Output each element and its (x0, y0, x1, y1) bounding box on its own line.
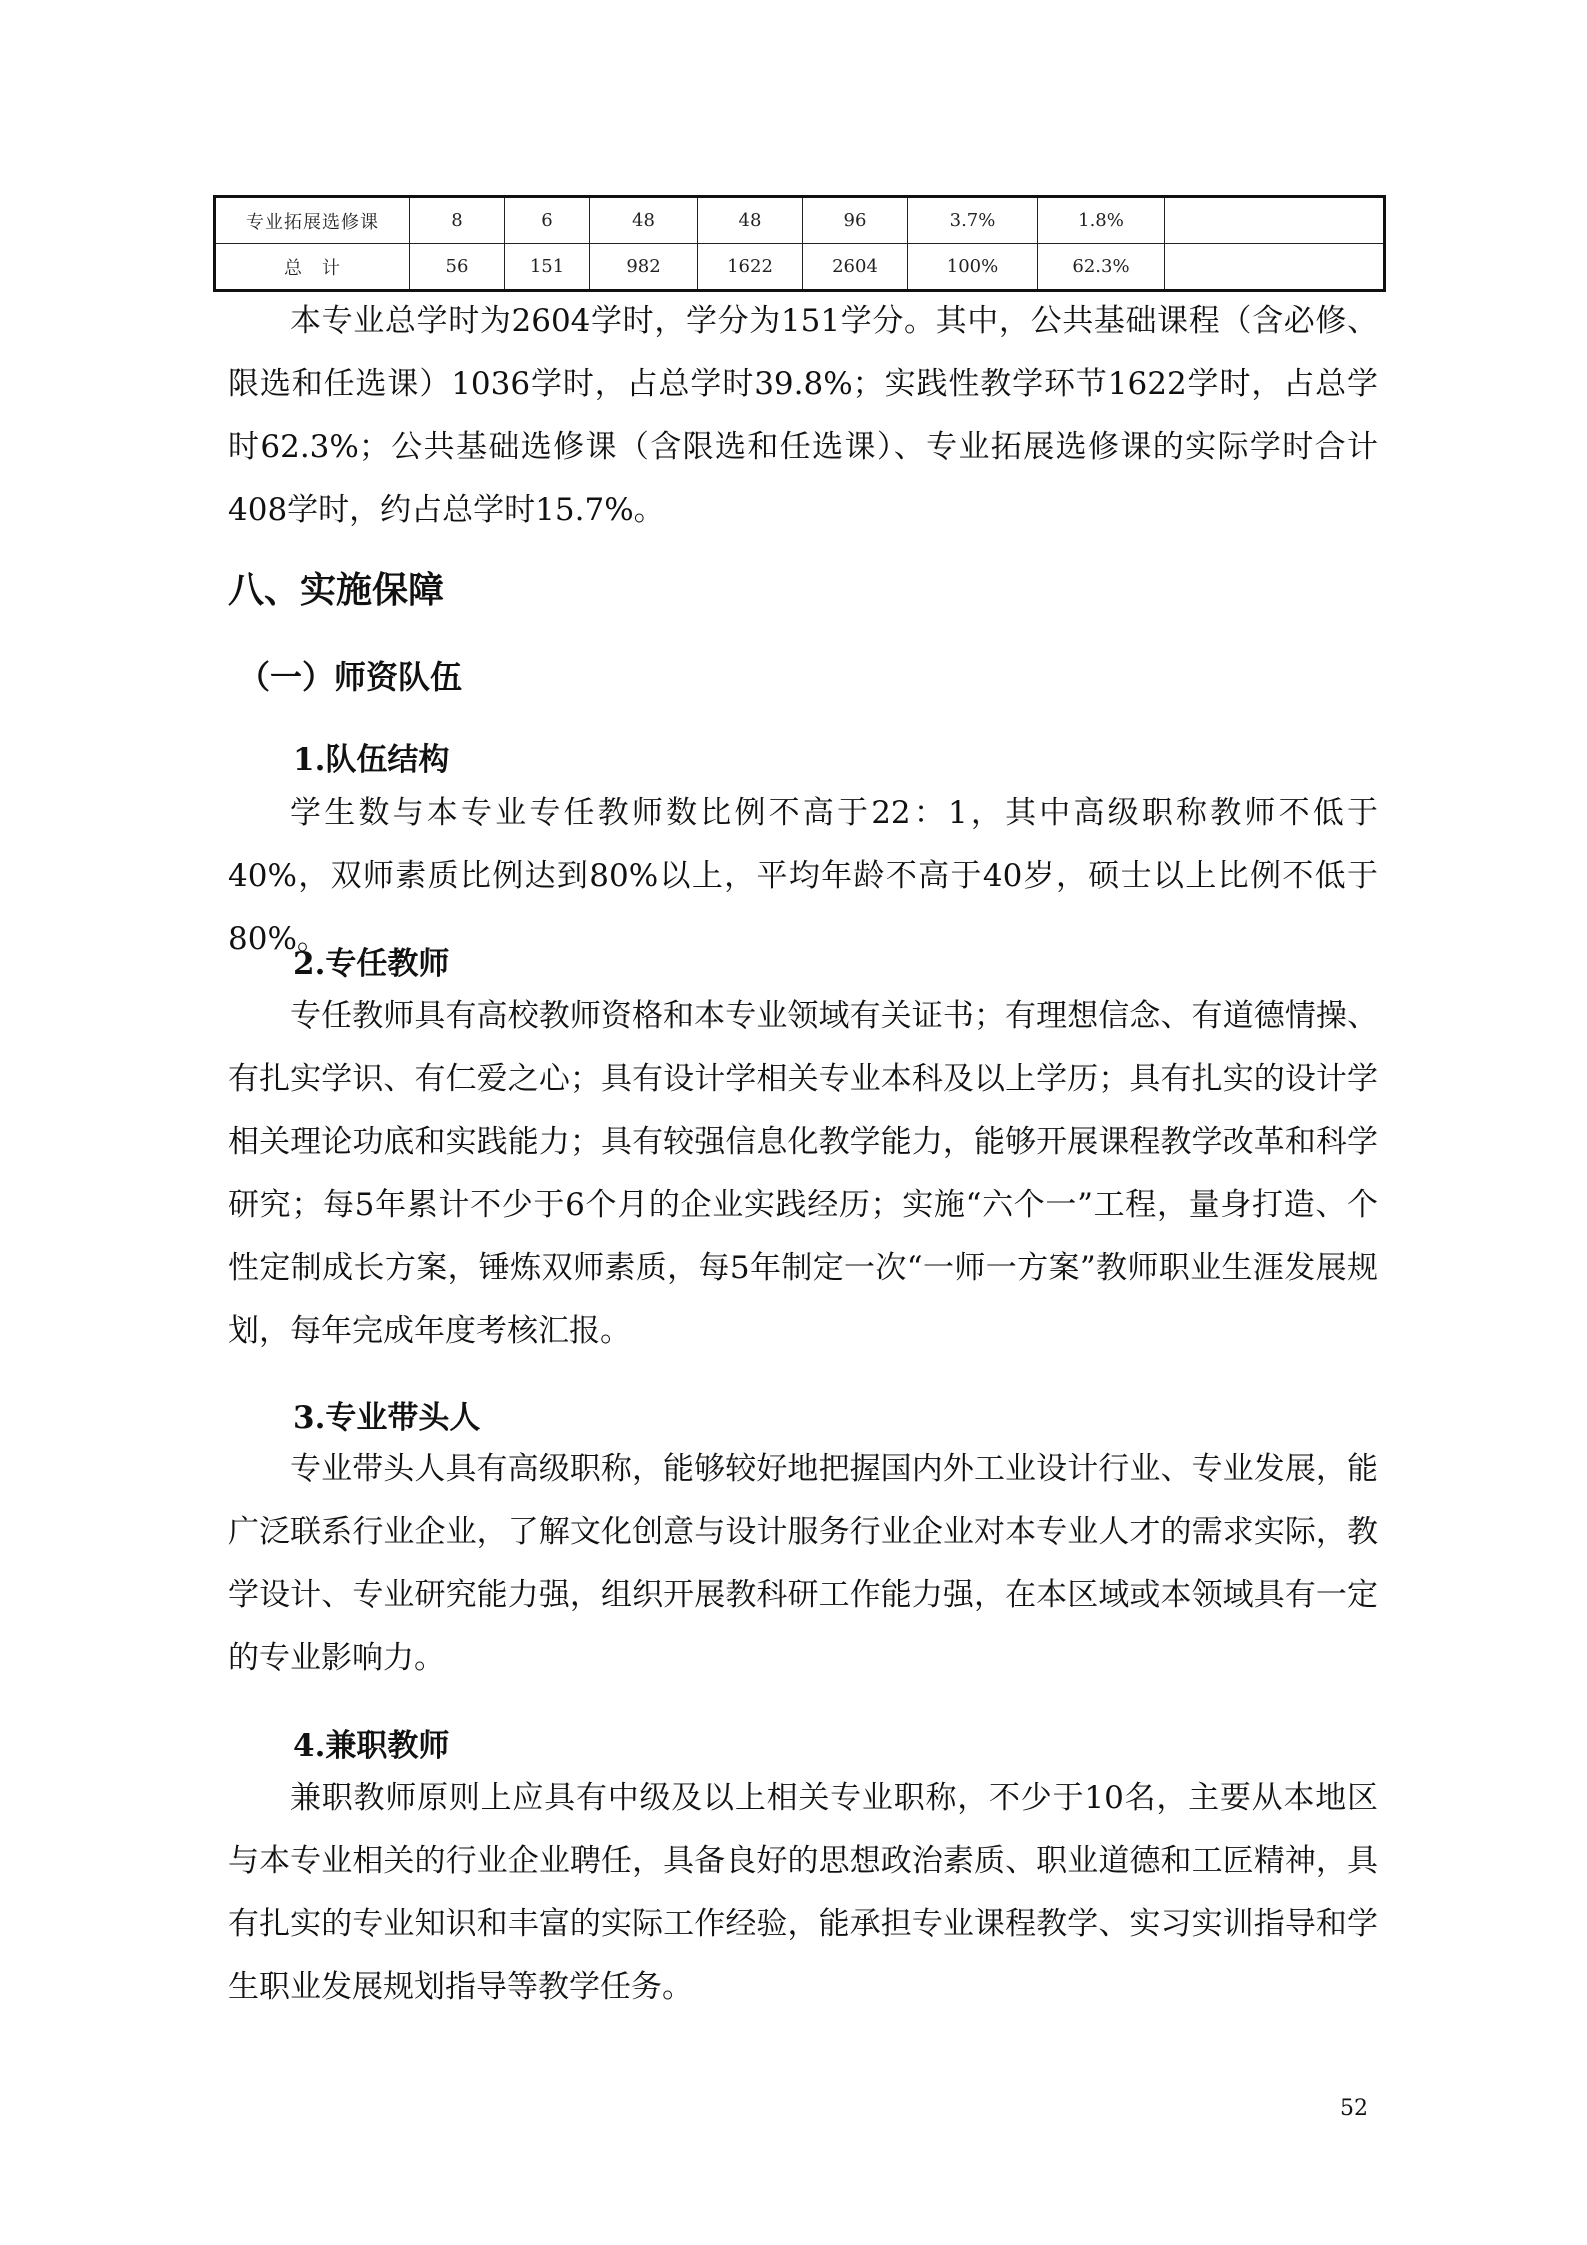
table-row (215, 244, 1385, 291)
item-paragraph: 专任教师具有高校教师资格和本专业领域有关证书；有理想信念、有道德情操、有扎实学识、有仁爱之心；具有设计学相关专业本科及以上学历；具有扎实的设计学相关理论功底和实践能力；具有较强信息化教学能力，能够开展课程教学改革和科学研究；每5年累计不少于6个月的企业实践经历；实施“六个一”工程，量身打造、个性定制成长方案，锤炼双师素质，每5年制定一次“一师一方案”教师职业生涯发展规划，每年完成年度考核汇报。 (228, 998, 1378, 1349)
table-cell: 6 (505, 197, 590, 244)
table-cell: 1622 (698, 244, 803, 291)
table-cell: 151 (505, 244, 590, 291)
table-cell: 总 计 (215, 244, 410, 291)
table-cell: 8 (410, 197, 505, 244)
table-cell: 2604 (803, 244, 908, 291)
item-heading: 2.专任教师 (293, 946, 450, 982)
table-cell (1165, 244, 1385, 291)
subsection-heading: （一）师资队伍 (238, 658, 463, 696)
table-cell: 48 (698, 197, 803, 244)
table-row (215, 197, 1385, 244)
course-hours-table (213, 195, 1386, 292)
table-cell: 56 (410, 244, 505, 291)
item-paragraph: 兼职教师原则上应具有中级及以上相关专业职称，不少于10名，主要从本地区与本专业相关的行业企业聘任，具备良好的思想政治素质、职业道德和工匠精神，具有扎实的专业知识和丰富的实际工作经验，能承担专业课程教学、实习实训指导和学生职业发展规划指导等教学任务。 (228, 1780, 1378, 2005)
table-cell: 62.3% (1038, 244, 1165, 291)
section-heading: 八、实施保障 (228, 570, 445, 611)
table-cell: 专业拓展选修课 (215, 197, 410, 244)
table-cell: 1.8% (1038, 197, 1165, 244)
table-cell: 48 (590, 197, 698, 244)
item-paragraph: 学生数与本专业专任教师数比例不高于22：1，其中高级职称教师不低于40%，双师素质比例达到80%以上，平均年龄不高于40岁，硕士以上比例不低于80%。 (228, 795, 1378, 957)
table-cell: 100% (908, 244, 1038, 291)
item-heading: 4.兼职教师 (293, 1728, 450, 1764)
item-paragraph: 专业带头人具有高级职称，能够较好地把握国内外工业设计行业、专业发展，能广泛联系行业企业，了解文化创意与设计服务行业企业对本专业人才的需求实际，教学设计、专业研究能力强，组织开展教科研工作能力强，在本区域或本领域具有一定的专业影响力。 (228, 1451, 1378, 1676)
item-heading: 1.队伍结构 (293, 742, 450, 778)
table-cell: 982 (590, 244, 698, 291)
table-cell (1165, 197, 1385, 244)
summary-paragraph: 本专业总学时为2604学时，学分为151学分。其中，公共基础课程（含必修、限选和任选课）1036学时，占总学时39.8%；实践性教学环节1622学时，占总学时62.3%；公共基础选修课（含限选和任选课）、专业拓展选修课的实际学时合计408学时，约占总学时15.7%。 (228, 303, 1378, 528)
page-number: 52 (1340, 2096, 1368, 2121)
item-heading: 3.专业带头人 (293, 1400, 481, 1436)
table-cell: 3.7% (908, 197, 1038, 244)
table-cell: 96 (803, 197, 908, 244)
